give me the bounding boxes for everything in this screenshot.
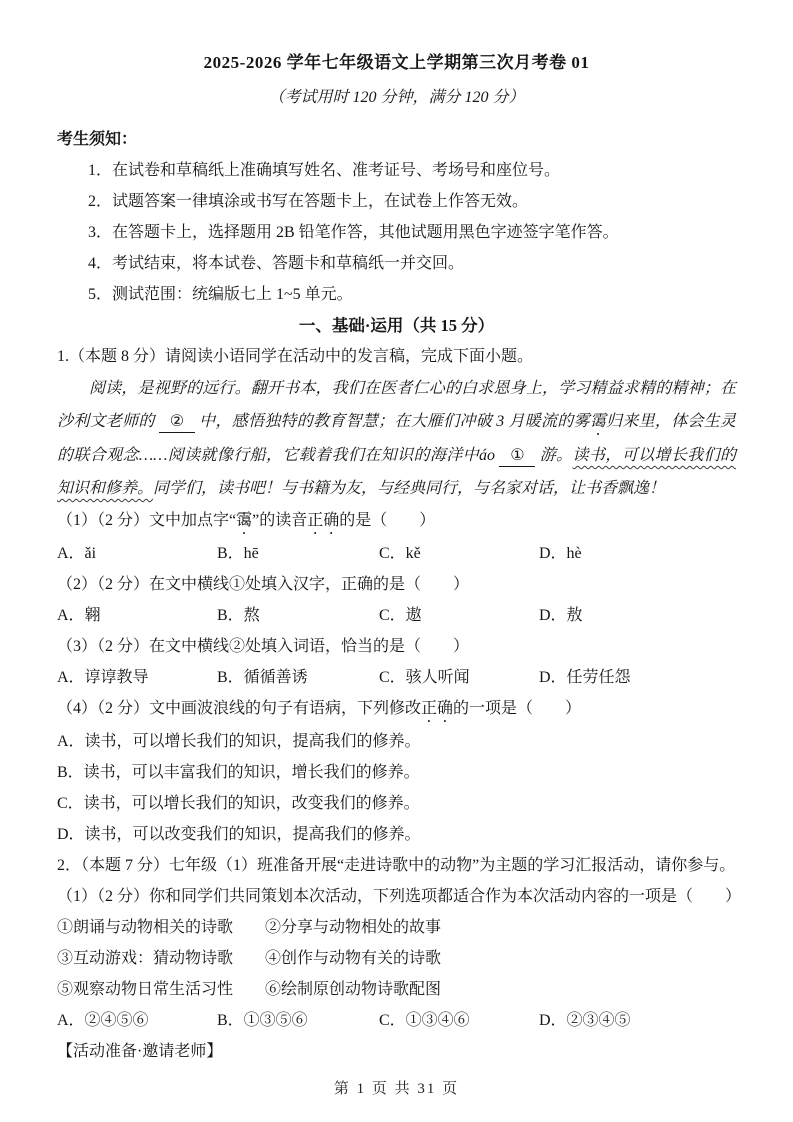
option-b: B．循循善诱 [217, 669, 308, 686]
option-c: C．骇人听闻 [379, 669, 470, 686]
option-b: B．hē [217, 545, 259, 562]
prompt-text: 的一项是（ ） [453, 700, 582, 717]
notice-item: 1．在试卷和草稿纸上准确填写姓名、准考证号、考场号和座位号。 [88, 162, 561, 179]
passage-text: 中，感悟独特的教育智慧；在大雁们冲破 3 月暖流的雾 [199, 413, 590, 430]
question1-sub4-prompt [57, 693, 736, 726]
prompt-text: ”的读音 [252, 512, 308, 529]
activity-section-header: 【活动准备·邀请老师】 [57, 1043, 223, 1060]
option-b: B．①③⑤⑥ [217, 1012, 308, 1029]
option-b: B．熬 [217, 607, 260, 624]
passage-dotted-char: 霭 [589, 413, 607, 430]
option-c: C．遨 [379, 607, 422, 624]
prompt-dotted-char: 霭 [236, 512, 253, 529]
question1-sub1-prompt [57, 505, 736, 538]
passage-text: 游。 [539, 447, 573, 464]
option-a: A．读书，可以增长我们的知识，提高我们的修养。 [57, 733, 421, 750]
page-number-footer: 第 1 页 共 31 页 [333, 1081, 460, 1097]
question2-intro: 2．（本题 7 分）七年级（1）班准备开展“走进诗歌中的动物”为主题的学习汇报活动，请你参与。 [57, 857, 736, 874]
notice-heading: 考生须知： [57, 131, 138, 148]
notice-item: 4．考试结束，将本试卷、答题卡和草稿纸一并交回。 [88, 255, 465, 272]
prompt-text: （4）（2 分）文中画波浪线的句子有语病，下列修改 [57, 700, 422, 717]
option-a: A．ǎi [57, 545, 97, 562]
passage-text: 归来里，体会生灵的联合观念……阅读就像行船，它载着我们在知识的海洋中áo [57, 413, 736, 464]
question1-sub2-prompt: （2）（2 分）在文中横线①处填入汉字，正确的是（ ） [57, 576, 470, 593]
page-subtitle: （考试用时 120 分钟，满分 120 分） [268, 89, 525, 106]
activity-item-5: ⑤观察动物日常生活习性 [57, 981, 234, 998]
option-a: A．翱 [57, 607, 101, 624]
passage-blank-1: ① [499, 446, 535, 467]
notice-item: 5．测试范围：统编版七上 1~5 单元。 [88, 286, 353, 303]
question2-sub1-prompt: （1）（2 分）你和同学们共同策划本次活动，下列选项都适合作为本次活动内容的一项是（ ） [57, 888, 742, 905]
notice-item: 2．试题答案一律填涂或书写在答题卡上，在试卷上作答无效。 [88, 193, 529, 210]
section-heading: 一、基础·运用（共 15 分） [298, 316, 495, 335]
activity-item-6: ⑥绘制原创动物诗歌配图 [265, 981, 442, 998]
prompt-text: （1）（2 分）文中加点字“ [57, 512, 237, 529]
option-d: D．hè [539, 545, 582, 562]
question2-items-row [57, 912, 736, 943]
option-b: B．读书，可以丰富我们的知识，增长我们的修养。 [57, 764, 420, 781]
prompt-text: 的是（ ） [339, 512, 436, 529]
activity-item-2: ②分享与动物相处的故事 [265, 919, 442, 936]
option-d: D．任劳任怨 [539, 669, 631, 686]
option-d: D．②③④⑤ [539, 1012, 631, 1029]
prompt-dotted-word: 正确 [307, 512, 340, 529]
question1-sub3-prompt: （3）（2 分）在文中横线②处填入词语，恰当的是（ ） [57, 638, 470, 655]
prompt-dotted-word: 正确 [421, 700, 454, 717]
option-d: D．敖 [539, 607, 583, 624]
question1-intro: 1.（本题 8 分）请阅读小语同学在活动中的发言稿，完成下面小题。 [57, 348, 534, 365]
question2-items-row [57, 974, 736, 1005]
question2-sub1-options [57, 1005, 736, 1036]
option-c: C．①③④⑥ [379, 1012, 470, 1029]
question2-items-row [57, 943, 736, 974]
question1-passage [57, 372, 736, 505]
notice-item: 3．在答题卡上，选择题用 2B 铅笔作答，其他试题用黑色字迹签字笔作答。 [88, 224, 619, 241]
option-a: A．②④⑤⑥ [57, 1012, 149, 1029]
option-a: A．谆谆教导 [57, 669, 149, 686]
page-title: 2025-2026 学年七年级语文上学期第三次月考卷 01 [203, 53, 590, 72]
option-c: C．kě [379, 545, 421, 562]
question1-sub2-options [57, 600, 736, 631]
activity-item-3: ③互动游戏：猜动物诗歌 [57, 950, 234, 967]
option-c: C．读书，可以增长我们的知识，改变我们的修养。 [57, 795, 420, 812]
passage-wavy-sentence: 读书，可以增长我们的知识和修养。 [57, 447, 736, 497]
activity-item-4: ④创作与动物有关的诗歌 [265, 950, 442, 967]
question1-sub3-options [57, 662, 736, 693]
passage-text: 阅读，是视野的远行。翻开书本，我们在医者仁心的白求恩身上，学习精益求精的精神；在沙利文老师的 [57, 380, 736, 430]
activity-item-1: ①朗诵与动物相关的诗歌 [57, 919, 234, 936]
question1-sub1-options [57, 538, 736, 569]
option-d: D．读书，可以改变我们的知识，提高我们的修养。 [57, 826, 421, 843]
passage-blank-2: ② [159, 412, 195, 433]
passage-text: 同学们，读书吧！与书籍为友，与经典同行，与名家对话，让书香飘逸！ [153, 480, 666, 497]
